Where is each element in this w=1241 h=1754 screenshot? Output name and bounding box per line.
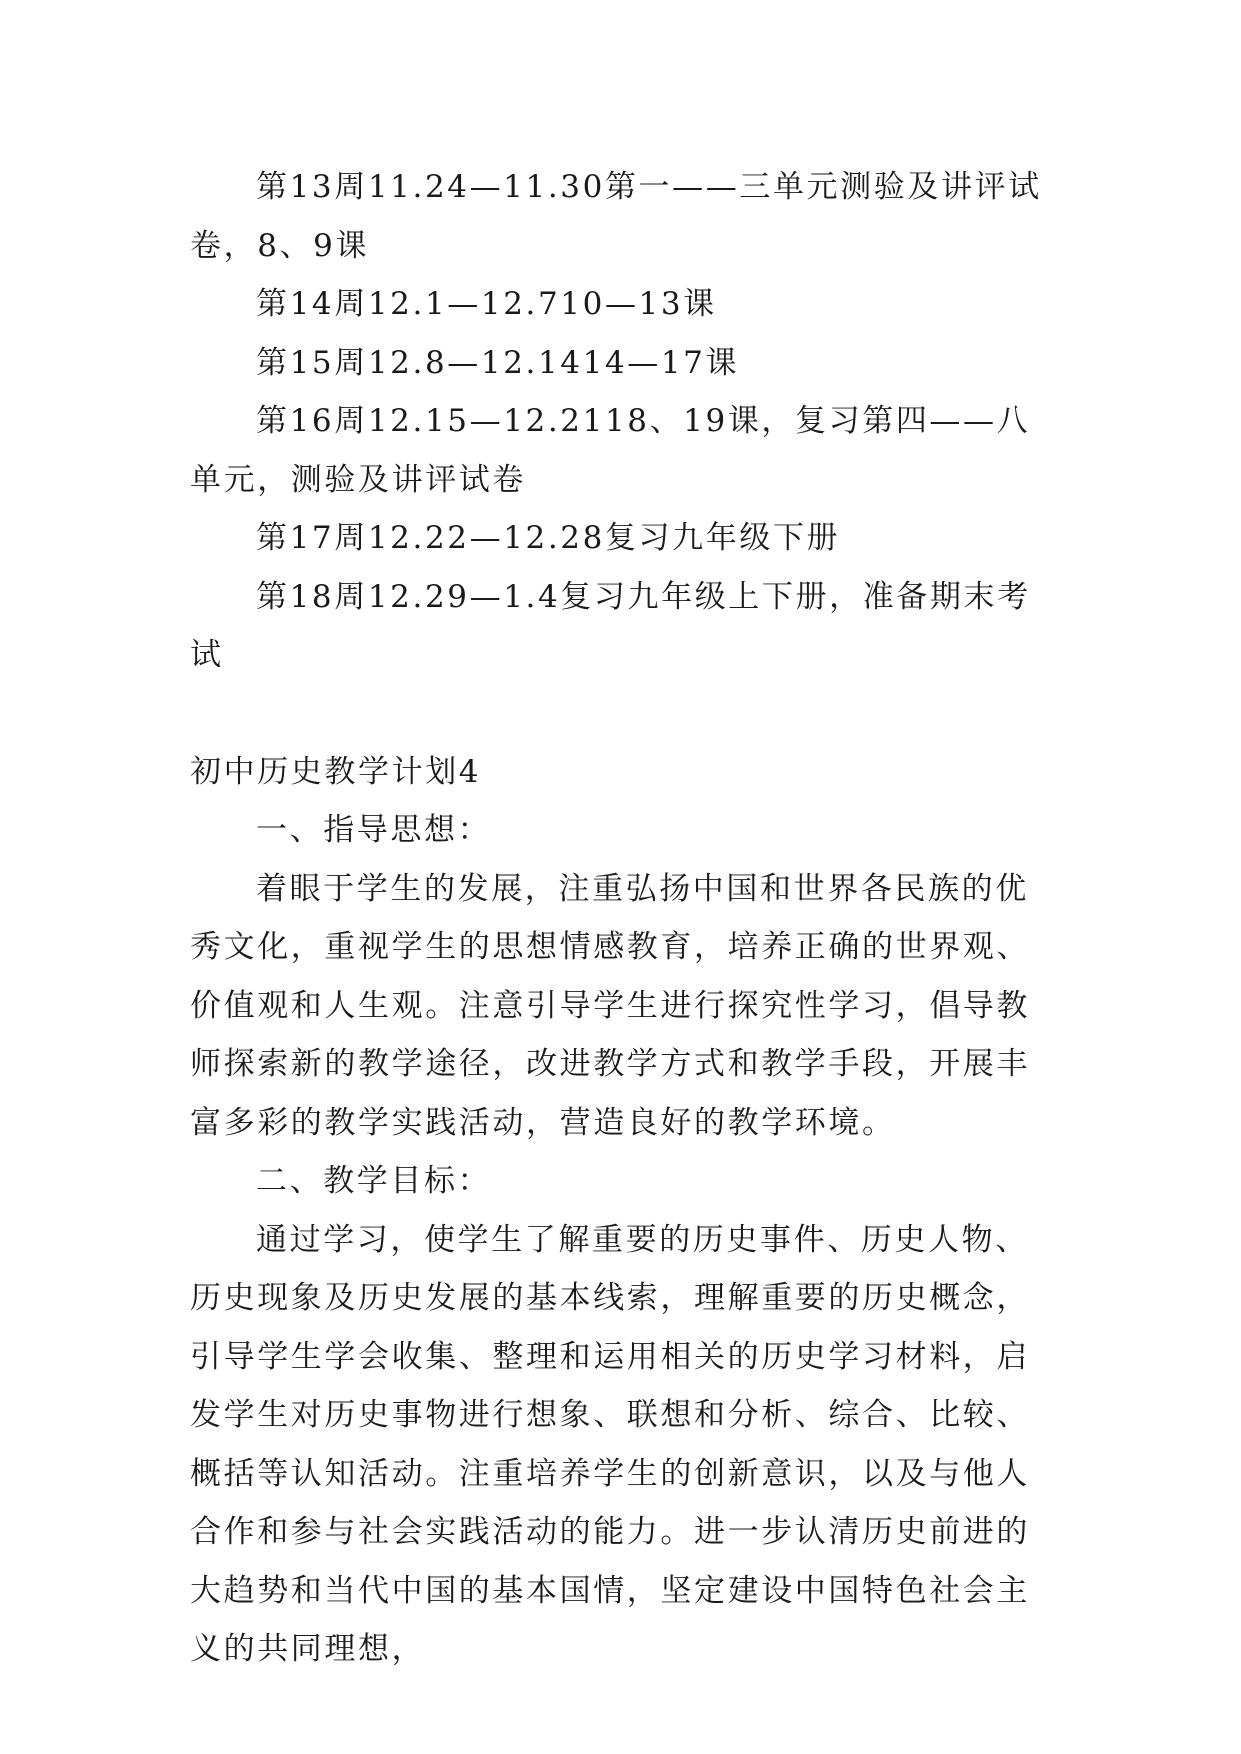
schedule-week-17: 第17周12.22—12.28复习九年级下册 bbox=[256, 520, 841, 556]
section-spacer bbox=[190, 685, 1060, 743]
paragraph-teaching-goals: 通过学习，使学生了解重要的历史事件、历史人物、历史现象及历史发展的基本线索，理解重要的历史概念，引导学生学会收集、整理和运用相关的历史学习材料，启发学生对历史事物进行想象、联想和分析、综合、比较、概括等认知活动。注重培养学生的创新意识，以及与他人合作和参与社会实践活动的能力。进一步认清历史前进的大趋势和当代中国的基本国情，坚定建设中国特色社会主义的共同理想， bbox=[190, 1221, 1030, 1667]
schedule-week-16: 第16周12.15—12.2118、19课，复习第四——八单元，测验及讲评试卷 bbox=[190, 403, 1031, 498]
schedule-week-18: 第18周12.29—1.4复习九年级上下册，准备期末考试 bbox=[190, 578, 1031, 673]
schedule-week-13: 第13周11.24—11.30第一——三单元测验及讲评试卷，8、9课 bbox=[190, 169, 1042, 264]
heading-teaching-goals: 二、教学目标： bbox=[256, 1163, 492, 1199]
heading-guiding-ideology: 一、指导思想： bbox=[256, 812, 492, 848]
schedule-week-14: 第14周12.1—12.710—13课 bbox=[256, 286, 717, 322]
paragraph-guiding-ideology: 着眼于学生的发展，注重弘扬中国和世界各民族的优秀文化，重视学生的思想情感教育，培养正确的世界观、价值观和人生观。注意引导学生进行探究性学习，倡导教师探索新的教学途径，改进教学方式和教学手段，开展丰富多彩的教学实践活动，营造良好的教学环境。 bbox=[190, 870, 1030, 1141]
document-body bbox=[190, 158, 1060, 1679]
section-title: 初中历史教学计划4 bbox=[190, 753, 482, 790]
schedule-week-15: 第15周12.8—12.1414—17课 bbox=[256, 344, 740, 381]
